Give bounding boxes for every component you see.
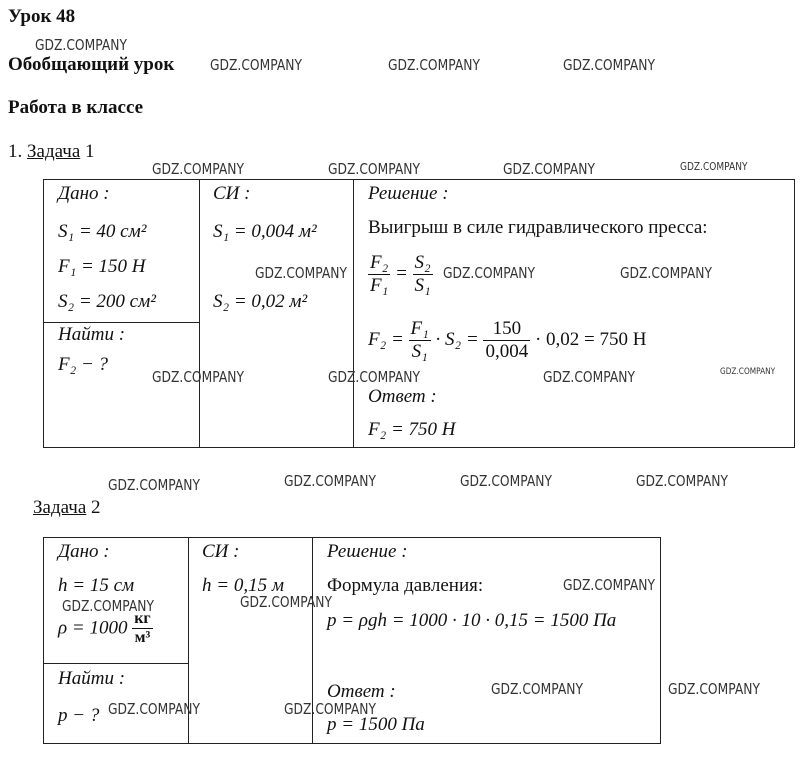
- t1-reshenie-label: Решение :: [368, 183, 449, 204]
- t1-formula-2: F₂ = $\frac{\text{F₁}}{\text{S₁}}$ · S₂ = $\frac{150}{0,004}$ · 0,02 = 750 Н: [368, 318, 647, 362]
- watermark-text: GDZ.COMPANY: [460, 472, 552, 490]
- watermark-text: GDZ.COMPANY: [636, 472, 728, 490]
- watermark-text: GDZ.COMPANY: [35, 36, 127, 54]
- watermark-text: GDZ.COMPANY: [62, 597, 154, 615]
- watermark-text: GDZ.COMPANY: [152, 160, 244, 178]
- watermark-text: GDZ.COMPANY: [543, 368, 635, 386]
- t1-divider-h: [43, 322, 200, 323]
- watermark-text: GDZ.COMPANY: [620, 264, 712, 282]
- t1-si-label: СИ :: [213, 183, 251, 204]
- t2-border-top: [43, 537, 661, 538]
- watermark-text: GDZ.COMPANY: [388, 56, 480, 74]
- t2-otvet-label: Ответ :: [327, 681, 396, 702]
- t1-najti-label: Найти :: [58, 324, 126, 345]
- watermark-text: GDZ.COMPANY: [152, 368, 244, 386]
- task2-title-word: Задача: [33, 497, 87, 518]
- t2-find: p − ?: [58, 705, 100, 726]
- lesson-title: Урок 48: [8, 6, 76, 27]
- t1-si-0: S₁ = 0,004 м²: [213, 221, 317, 242]
- t1-dano-label: Дано :: [58, 183, 110, 204]
- t2-solution-intro: Формула давления:: [327, 575, 484, 596]
- t1-given-1: F₁ = 150 Н: [58, 256, 146, 277]
- task1-heading: [8, 141, 95, 163]
- task2-title-num: 2: [91, 497, 101, 518]
- task1-prefix: 1.: [8, 141, 23, 162]
- t2-si-label: СИ :: [202, 541, 240, 562]
- t2-najti-label: Найти :: [58, 668, 126, 689]
- t2-border-left: [43, 537, 44, 744]
- t1-border-top: [43, 179, 795, 180]
- watermark-text: GDZ.COMPANY: [680, 160, 748, 173]
- watermark-text: GDZ.COMPANY: [563, 576, 655, 594]
- watermark-text: GDZ.COMPANY: [108, 476, 200, 494]
- t2-formula: p = ρgh = 1000 · 10 · 0,15 = 1500 Па: [327, 610, 617, 631]
- task2-heading: [33, 497, 101, 519]
- t2-divider-h: [43, 663, 189, 664]
- watermark-text: GDZ.COMPANY: [284, 700, 376, 718]
- t1-otvet-label: Ответ :: [368, 386, 437, 407]
- t1-given-2: S₂ = 200 см²: [58, 291, 156, 312]
- t1-given-0: S₁ = 40 см²: [58, 221, 147, 242]
- t2-dano-label: Дано :: [58, 541, 110, 562]
- lesson-subtitle: Обобщающий урок: [8, 54, 175, 75]
- task1-title-word: Задача: [27, 141, 81, 162]
- t2-border-bottom: [43, 743, 661, 744]
- watermark-text: GDZ.COMPANY: [240, 593, 332, 611]
- t1-find: F₂ − ?: [58, 354, 109, 375]
- t1-divider-2: [353, 179, 354, 448]
- t2-given-rho: ρ = 1000 $\frac{кг}{\text{м³}}$: [58, 610, 151, 646]
- watermark-text: GDZ.COMPANY: [720, 367, 776, 377]
- watermark-text: GDZ.COMPANY: [108, 700, 200, 718]
- watermark-text: GDZ.COMPANY: [668, 680, 760, 698]
- watermark-text: GDZ.COMPANY: [255, 264, 347, 282]
- watermark-text: GDZ.COMPANY: [443, 264, 535, 282]
- task1-title-num: 1: [85, 141, 95, 162]
- watermark-text: GDZ.COMPANY: [563, 56, 655, 74]
- t2-reshenie-label: Решение :: [327, 541, 408, 562]
- t1-solution-intro: Выигрыш в силе гидравлического пресса:: [368, 217, 708, 238]
- watermark-text: GDZ.COMPANY: [210, 56, 302, 74]
- section-title: Работа в классе: [8, 97, 144, 118]
- watermark-text: GDZ.COMPANY: [284, 472, 376, 490]
- watermark-text: GDZ.COMPANY: [328, 160, 420, 178]
- t1-si-1: S₂ = 0,02 м²: [213, 291, 308, 312]
- watermark-text: GDZ.COMPANY: [503, 160, 595, 178]
- t1-answer: F₂ = 750 Н: [368, 419, 456, 440]
- t2-border-right: [660, 537, 661, 744]
- t1-divider-1: [199, 179, 200, 448]
- t1-border-right: [794, 179, 795, 448]
- t2-si: h = 0,15 м: [202, 575, 284, 596]
- watermark-text: GDZ.COMPANY: [491, 680, 583, 698]
- t1-border-bottom: [43, 447, 795, 448]
- watermark-text: GDZ.COMPANY: [328, 368, 420, 386]
- t2-given-h: h = 15 см: [58, 575, 135, 596]
- t1-border-left: [43, 179, 44, 448]
- t1-formula-1: $\frac{\text{F₂}}{\text{F₁}}$ = $\frac{\text{S₂}}{\text{S₁}}$: [370, 252, 431, 296]
- t2-answer: p = 1500 Па: [327, 714, 425, 735]
